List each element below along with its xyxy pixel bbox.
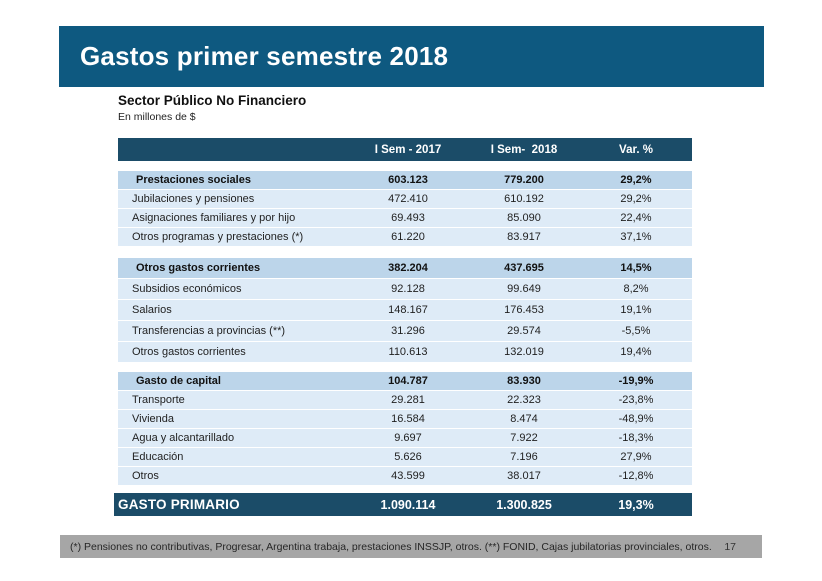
row-label: Transferencias a provincias (**) — [132, 325, 286, 337]
value-2018: 132.019 — [504, 346, 544, 358]
table-title: Sector Público No Financiero — [118, 93, 307, 108]
value-2017: 31.296 — [391, 325, 425, 337]
table-row — [118, 300, 692, 321]
row-label: Otros gastos corrientes — [132, 346, 246, 358]
value-var: -12,8% — [618, 470, 654, 482]
table-row — [118, 429, 692, 448]
table-row — [118, 228, 692, 247]
value-2018: 8.474 — [510, 413, 538, 425]
value-2018: 176.453 — [504, 304, 544, 316]
value-2017: 43.599 — [391, 470, 425, 482]
value-2017: 472.410 — [388, 193, 428, 205]
value-2017: 92.128 — [391, 283, 425, 295]
table-row — [118, 342, 692, 363]
table-row — [118, 391, 692, 410]
value-var: 29,2% — [620, 174, 652, 186]
section-gasto-de-capital — [118, 372, 692, 486]
table-row — [118, 190, 692, 209]
value-2017: 104.787 — [388, 375, 428, 387]
table-row — [118, 410, 692, 429]
value-2018: 437.695 — [504, 262, 544, 274]
value-2018: 779.200 — [504, 174, 544, 186]
table-subtitle — [118, 93, 306, 123]
table-unit-label: En millones de $ — [118, 111, 196, 123]
value-2017: 603.123 — [388, 174, 428, 186]
value-2018: 7.196 — [510, 451, 538, 463]
value-2018: 22.323 — [507, 394, 541, 406]
total-var: 19,3% — [618, 497, 654, 512]
value-var: 22,4% — [620, 212, 652, 224]
value-var: -48,9% — [618, 413, 654, 425]
value-2018: 29.574 — [507, 325, 541, 337]
value-var: 37,1% — [620, 231, 652, 243]
value-2018: 83.917 — [507, 231, 541, 243]
value-var: 27,9% — [620, 451, 652, 463]
row-label: Jubilaciones y pensiones — [132, 193, 255, 205]
row-label: Otros — [132, 470, 159, 482]
footnote-bar — [60, 535, 762, 558]
row-label: Transporte — [132, 394, 185, 406]
value-var: -23,8% — [618, 394, 654, 406]
value-2018: 7.922 — [510, 432, 538, 444]
table-row — [118, 279, 692, 300]
header-var-pct: Var. % — [619, 143, 653, 156]
table-row — [118, 467, 692, 486]
value-2018: 38.017 — [507, 470, 541, 482]
row-label: Prestaciones sociales — [136, 174, 251, 186]
table-row — [118, 448, 692, 467]
value-var: 19,4% — [620, 346, 652, 358]
value-2018: 85.090 — [507, 212, 541, 224]
value-2017: 61.220 — [391, 231, 425, 243]
page-title: Gastos primer semestre 2018 — [80, 41, 449, 71]
value-2018: 610.192 — [504, 193, 544, 205]
value-var: 19,1% — [620, 304, 652, 316]
row-label: Subsidios económicos — [132, 283, 242, 295]
title-banner — [59, 26, 764, 87]
value-2017: 69.493 — [391, 212, 425, 224]
value-var: 14,5% — [620, 262, 652, 274]
total-2018: 1.300.825 — [496, 497, 552, 512]
value-2017: 9.697 — [394, 432, 422, 444]
value-var: -19,9% — [618, 375, 654, 387]
value-var: -5,5% — [621, 325, 651, 337]
section-prestaciones-sociales — [118, 171, 692, 247]
table-row — [118, 209, 692, 228]
value-2017: 29.281 — [391, 394, 425, 406]
row-label: Agua y alcantarillado — [132, 432, 235, 444]
row-label: Otros gastos corrientes — [136, 262, 261, 274]
page-number: 17 — [724, 540, 736, 553]
section-header-row — [118, 372, 692, 391]
row-label: Gasto de capital — [136, 375, 221, 387]
row-label: Salarios — [132, 304, 172, 316]
table-header-row — [118, 138, 692, 161]
value-var: 29,2% — [620, 193, 652, 205]
total-label: GASTO PRIMARIO — [118, 497, 240, 512]
value-2017: 110.613 — [388, 346, 428, 358]
total-row-gasto-primario — [114, 493, 692, 516]
value-2017: 148.167 — [388, 304, 428, 316]
value-var: 8,2% — [623, 283, 649, 295]
section-otros-gastos-corrientes — [118, 258, 692, 363]
value-2018: 83.930 — [507, 375, 541, 387]
section-header-row — [118, 258, 692, 279]
row-label: Asignaciones familiares y por hijo — [132, 212, 296, 224]
total-2017: 1.090.114 — [380, 497, 436, 512]
section-header-row — [118, 171, 692, 190]
row-label: Educación — [132, 451, 184, 463]
header-sem-2018: I Sem- 2018 — [490, 143, 558, 156]
value-2018: 99.649 — [507, 283, 541, 295]
value-2017: 16.584 — [391, 413, 425, 425]
value-var: -18,3% — [618, 432, 654, 444]
footnote-text: (*) Pensiones no contributivas, Progresar, Argentina trabaja, prestaciones INSSJP, otros. (**) FONID, Cajas jubilatorias provinciales, otros. — [70, 540, 712, 553]
row-label: Vivienda — [132, 413, 174, 425]
header-sem-2017: I Sem - 2017 — [374, 143, 442, 156]
table-row — [118, 321, 692, 342]
value-2017: 5.626 — [394, 451, 422, 463]
row-label: Otros programas y prestaciones (*) — [132, 231, 304, 243]
value-2017: 382.204 — [388, 262, 428, 274]
